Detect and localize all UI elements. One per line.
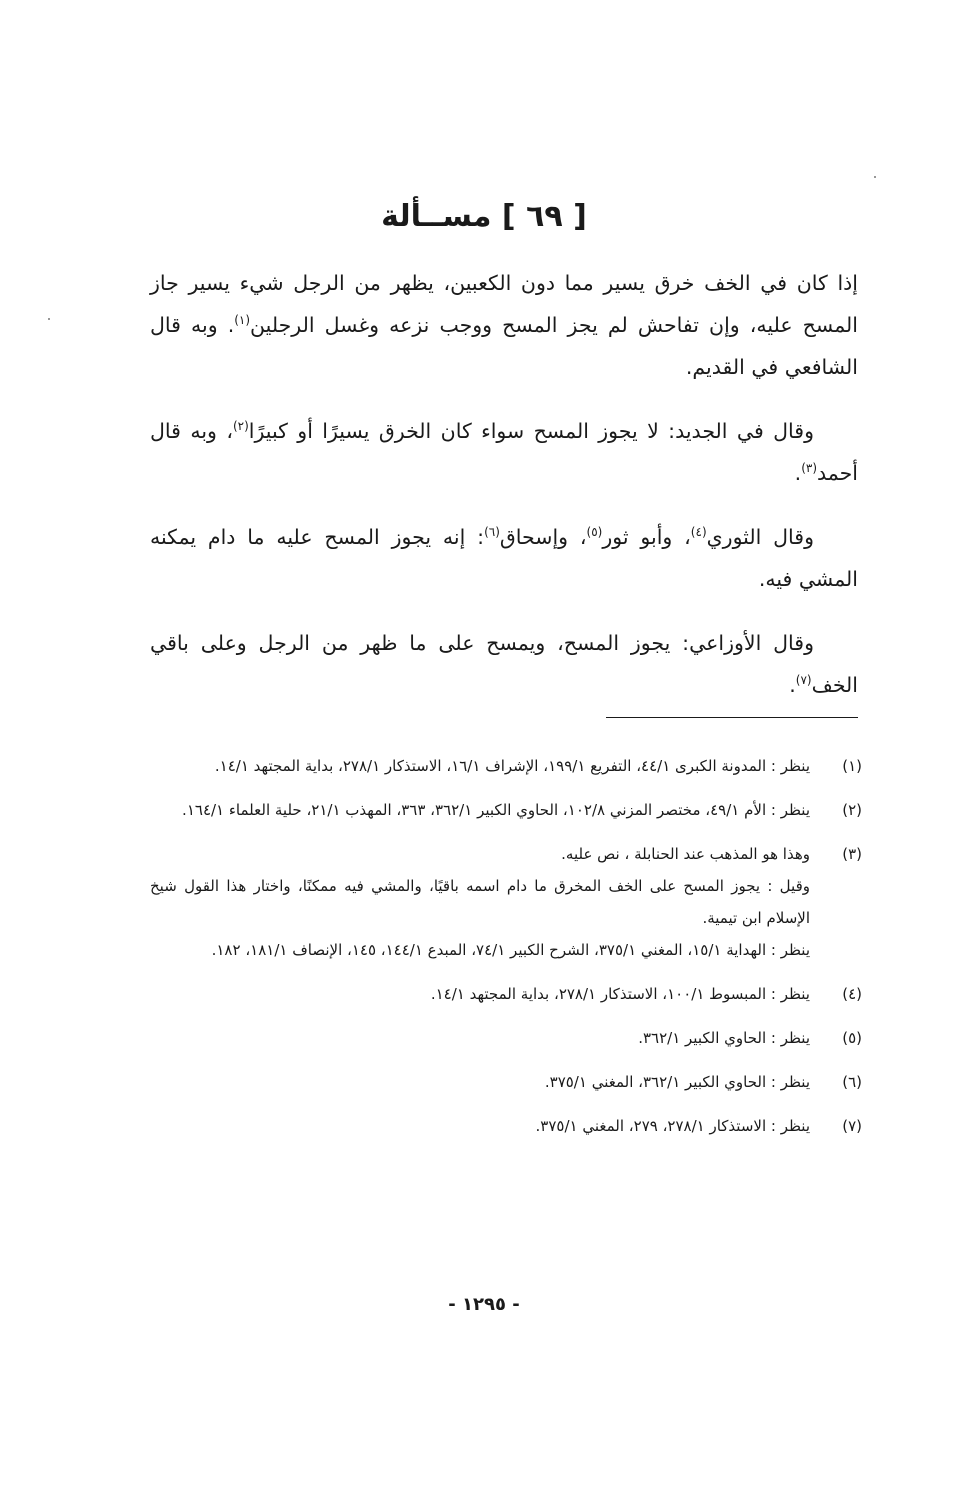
footnote-line: ينظر : المدونة الكبرى ٤٤/١، التفريع ١٩٩/١، الإشراف ١٦/١، الاستذكار ٢٧٨/١، بداية المجتهد ١٤/١. [214, 757, 810, 775]
main-text [150, 262, 858, 728]
footnote-reference: (٣) [801, 461, 818, 476]
footnote-line: ينظر : الاستذكار ٢٧٨/١، ٢٧٩، المغني ٣٧٥/١. [535, 1117, 810, 1135]
body-text-segment: . وبه قال الشافعي في القديم. [150, 313, 858, 379]
body-text-segment: . [794, 461, 802, 485]
footnote-item [150, 978, 862, 1010]
issue-heading: [ ٦٩ ] مســألة [381, 199, 587, 234]
footnote-number: (١) [842, 757, 862, 775]
footnote-item [150, 1110, 862, 1142]
footnote-line: ينظر : المبسوط ١٠٠/١، الاستذكار ٢٧٨/١، بداية المجتهد ١٤/١. [430, 985, 810, 1003]
footnote-line: وهذا هو المذهب عند الحنابلة ، نص عليه. [561, 845, 810, 863]
body-text-segment: ، وإسحاق [499, 525, 587, 549]
footnote-divider [606, 717, 858, 718]
footnote-text [150, 1110, 810, 1142]
footnote-item [150, 750, 862, 782]
footnote-text [150, 794, 810, 826]
footnote-number: (٦) [842, 1073, 862, 1091]
body-text-segment: . [789, 673, 796, 697]
footnote-reference: (٢) [232, 419, 249, 434]
body-paragraph [150, 516, 858, 600]
footnote-text [150, 1022, 810, 1054]
footnote-line: ينظر : الحاوي الكبير ٣٦٢/١. [638, 1029, 810, 1047]
footnote-text [150, 750, 810, 782]
footnote-reference: (١) [234, 313, 251, 328]
body-paragraph [150, 410, 858, 494]
footnote-number: (٣) [842, 845, 862, 863]
footnote-item [150, 838, 862, 966]
footnote-text [150, 978, 810, 1010]
body-text-segment: وقال الأوزاعي: يجوز المسح، ويمسح على ما ظهر من الرجل وعلى باقي الخف [150, 631, 858, 697]
footnote-text [150, 838, 810, 966]
footnote-number: (٢) [842, 801, 862, 819]
body-text-segment: وقال الثوري [706, 525, 814, 549]
scan-speck [48, 318, 50, 320]
footnote-number: (٥) [842, 1029, 862, 1047]
footnote-text [150, 1066, 810, 1098]
body-text-segment: وقال في الجديد: لا يجوز المسح سواء كان الخرق يسيرًا أو كبيرًا [248, 419, 814, 443]
page-number: - ١٢٩٥ - [448, 1294, 520, 1315]
footnote-item [150, 1022, 862, 1054]
footnote-item [150, 794, 862, 826]
body-paragraph [150, 622, 858, 706]
footnote-line: وقيل : يجوز المسح على الخف المخرق ما دام اسمه باقيًا، والمشي فيه ممكنًا، واختار هذا القول شيخ الإسلام ابن تيمية. [150, 877, 810, 927]
footnote-line: ينظر : الأم ٤٩/١، مختصر المزني ١٠٢/٨، الحاوي الكبير ٣٦٢/١، ٣٦٣، المهذب ٢١/١، حلية العلماء ١٦٤/١. [182, 801, 810, 819]
footnote-item [150, 1066, 862, 1098]
footnote-reference: (٦) [484, 525, 500, 540]
body-paragraph [150, 262, 858, 388]
body-text-segment: ، وأبو ثور [602, 525, 691, 549]
footnotes-section [150, 750, 862, 1154]
scan-speck [874, 176, 876, 178]
footnote-line: ينظر : الحاوي الكبير ٣٦٢/١، المغني ٣٧٥/١. [544, 1073, 810, 1091]
footnote-line: ينظر : الهداية ١٥/١، المغني ٣٧٥/١، الشرح الكبير ٧٤/١، المبدع ١٤٤/١، ١٤٥، الإنصاف ١٨١/١، ١٨٢. [211, 941, 810, 959]
footnote-number: (٤) [842, 985, 862, 1003]
footnote-number: (٧) [842, 1117, 862, 1135]
body-text-segment: إذا كان في الخف خرق يسير مما دون الكعبين، يظهر من الرجل شيء يسير جاز المسح عليه، وإن تفاحش لم يجز المسح ووجب نزعه وغسل الرجلين [150, 271, 858, 337]
body-text-segment: : إنه يجوز المسح عليه ما دام يمكنه المشي فيه. [150, 525, 858, 591]
footnote-reference: (٥) [586, 525, 603, 540]
footnote-reference: (٧) [795, 673, 812, 688]
body-text-segment: ، وبه قال أحمد [150, 419, 858, 485]
footnote-reference: (٤) [690, 525, 707, 540]
